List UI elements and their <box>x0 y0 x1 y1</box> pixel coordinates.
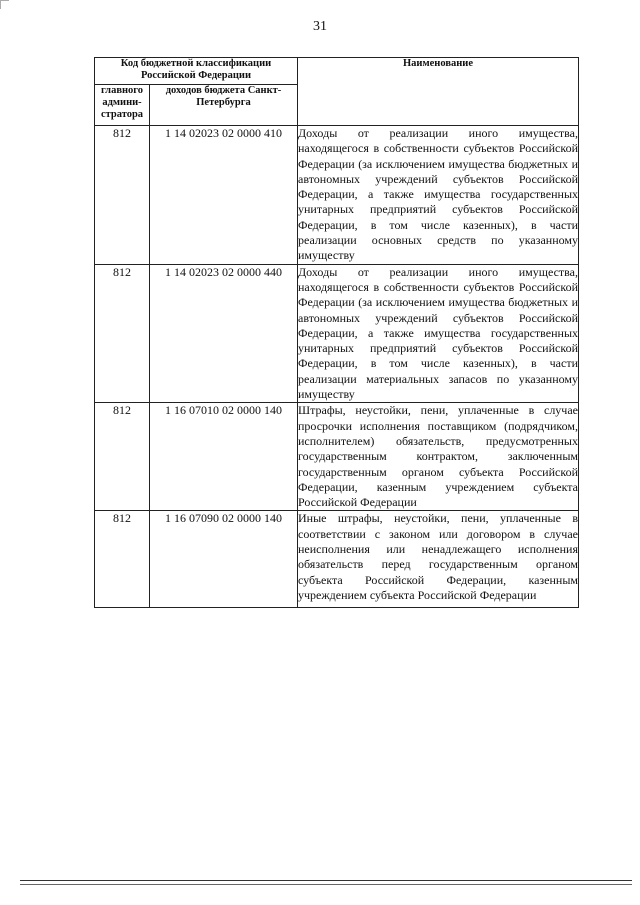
cell-income-code: 1 14 02023 02 0000 440 <box>150 264 298 403</box>
cell-name: Штрафы, неустойки, пени, уплаченные в случае просрочки исполнения поставщиком (подрядчиком, исполнителем) обязательств, предусмотренных государственным контрактом, заключенным государственным органом субъекта Российской Федерации, казенным учреждением субъекта Российской Федерации <box>298 403 578 510</box>
header-name: Наименование <box>298 58 579 126</box>
cell-income-code: 1 16 07010 02 0000 140 <box>150 403 298 511</box>
cell-name: Иные штрафы, неустойки, пени, уплаченные в соответствии с законом или договором в случае неисполнения или ненадлежащего исполнения обязательств перед государственным органом субъекта Российской Федерации, казенным учреждением субъекта Российской Федерации <box>298 511 579 608</box>
cell-name: Доходы от реализации иного имущества, находящегося в собственности субъектов Российской Федерации (за исключением имущества бюджетных и автономных учреждений субъектов Российской Федерации, а также имущества государственных унитарных предприятий субъектов Российской Федерации, в том числе казенных), в части реализации материальных запасов по указанному имуществу <box>298 264 578 402</box>
budget-classification-table <box>94 57 579 608</box>
cell-admin-code: 812 <box>95 264 150 403</box>
page-bottom-rule-secondary <box>20 884 632 885</box>
table-row <box>95 511 579 608</box>
cell-admin-code: 812 <box>95 403 150 511</box>
header-classification-code: Код бюджетной классификации Российской Федерации <box>95 58 298 85</box>
scan-corner-mark <box>0 0 9 9</box>
header-chief-administrator: главного админи-стратора <box>95 85 150 126</box>
table-header-row <box>95 58 579 85</box>
table-row <box>95 264 579 403</box>
cell-income-code: 1 14 02023 02 0000 410 <box>150 126 298 265</box>
table-row <box>95 403 579 511</box>
page-bottom-rule <box>20 880 632 881</box>
cell-income-code: 1 16 07090 02 0000 140 <box>150 511 298 608</box>
header-budget-income: доходов бюджета Санкт-Петербурга <box>150 85 298 126</box>
cell-admin-code: 812 <box>95 511 150 608</box>
cell-name: Доходы от реализации иного имущества, находящегося в собственности субъектов Российской Федерации (за исключением имущества бюджетных и автономных учреждений субъектов Российской Федерации, а также имущества государственных унитарных предприятий субъектов Российской Федерации, в том числе казенных), в части реализации основных средств по указанному имуществу <box>298 126 578 263</box>
table-row <box>95 126 579 265</box>
page-number: 31 <box>313 19 327 34</box>
cell-admin-code: 812 <box>95 126 150 265</box>
